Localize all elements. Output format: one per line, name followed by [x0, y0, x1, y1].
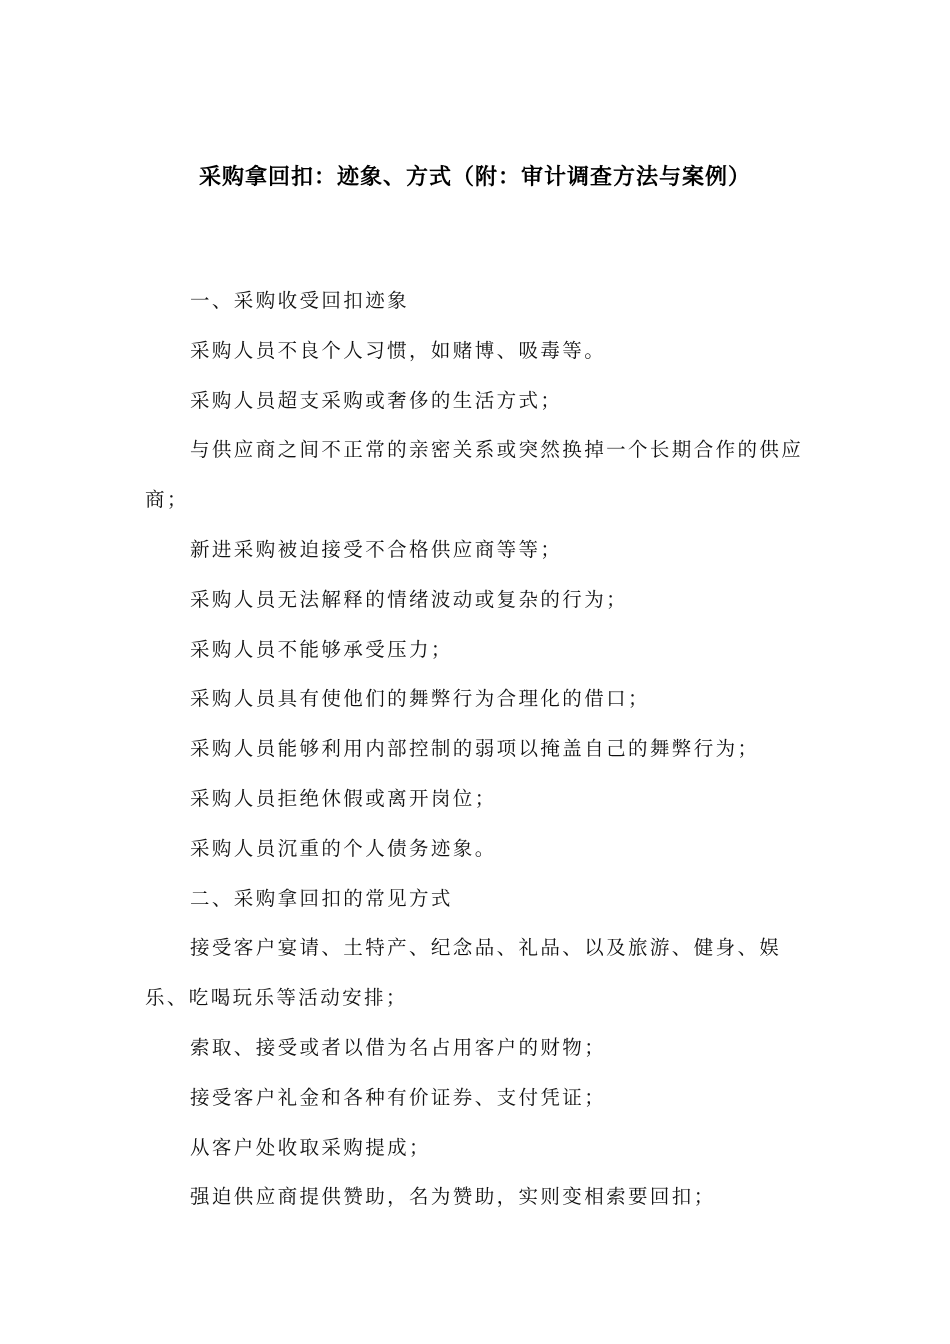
- paragraph: 从客户处收取采购提成；: [190, 1135, 431, 1159]
- paragraph: 接受客户宴请、土特产、纪念品、礼品、以及旅游、健身、娱乐、吃喝玩乐等活动安排；: [145, 936, 782, 1010]
- paragraph: 采购人员不良个人习惯，如赌博、吸毒等。: [190, 338, 607, 362]
- paragraph: 接受客户礼金和各种有价证券、支付凭证；: [190, 1085, 607, 1109]
- paragraph: 新进采购被迫接受不合格供应商等等；: [190, 537, 563, 561]
- paragraph: 采购人员不能够承受压力；: [190, 637, 453, 661]
- paragraph: 采购人员具有使他们的舞弊行为合理化的借口；: [190, 687, 650, 711]
- section-heading: 一、采购收受回扣迹象: [190, 289, 410, 312]
- paragraph: 采购人员能够利用内部控制的弱项以掩盖自己的舞弊行为；: [190, 737, 760, 761]
- paragraph: 强迫供应商提供赞助，名为赞助，实则变相索要回扣；: [190, 1185, 716, 1209]
- paragraph: 索取、接受或者以借为名占用客户的财物；: [190, 1035, 607, 1059]
- document-body: [145, 276, 810, 1222]
- paragraph: 采购人员无法解释的情绪波动或复杂的行为；: [190, 587, 629, 611]
- paragraph: 采购人员沉重的个人债务迹象。: [190, 836, 497, 860]
- paragraph: 采购人员拒绝休假或离开岗位；: [190, 786, 497, 810]
- paragraph: 与供应商之间不正常的亲密关系或突然换掉一个长期合作的供应商；: [145, 438, 804, 512]
- section-heading: 二、采购拿回扣的常见方式: [190, 886, 453, 910]
- document-title: 采购拿回扣：迹象、方式（附：审计调查方法与案例）: [198, 165, 751, 190]
- paragraph: 采购人员超支采购或奢侈的生活方式；: [190, 388, 563, 412]
